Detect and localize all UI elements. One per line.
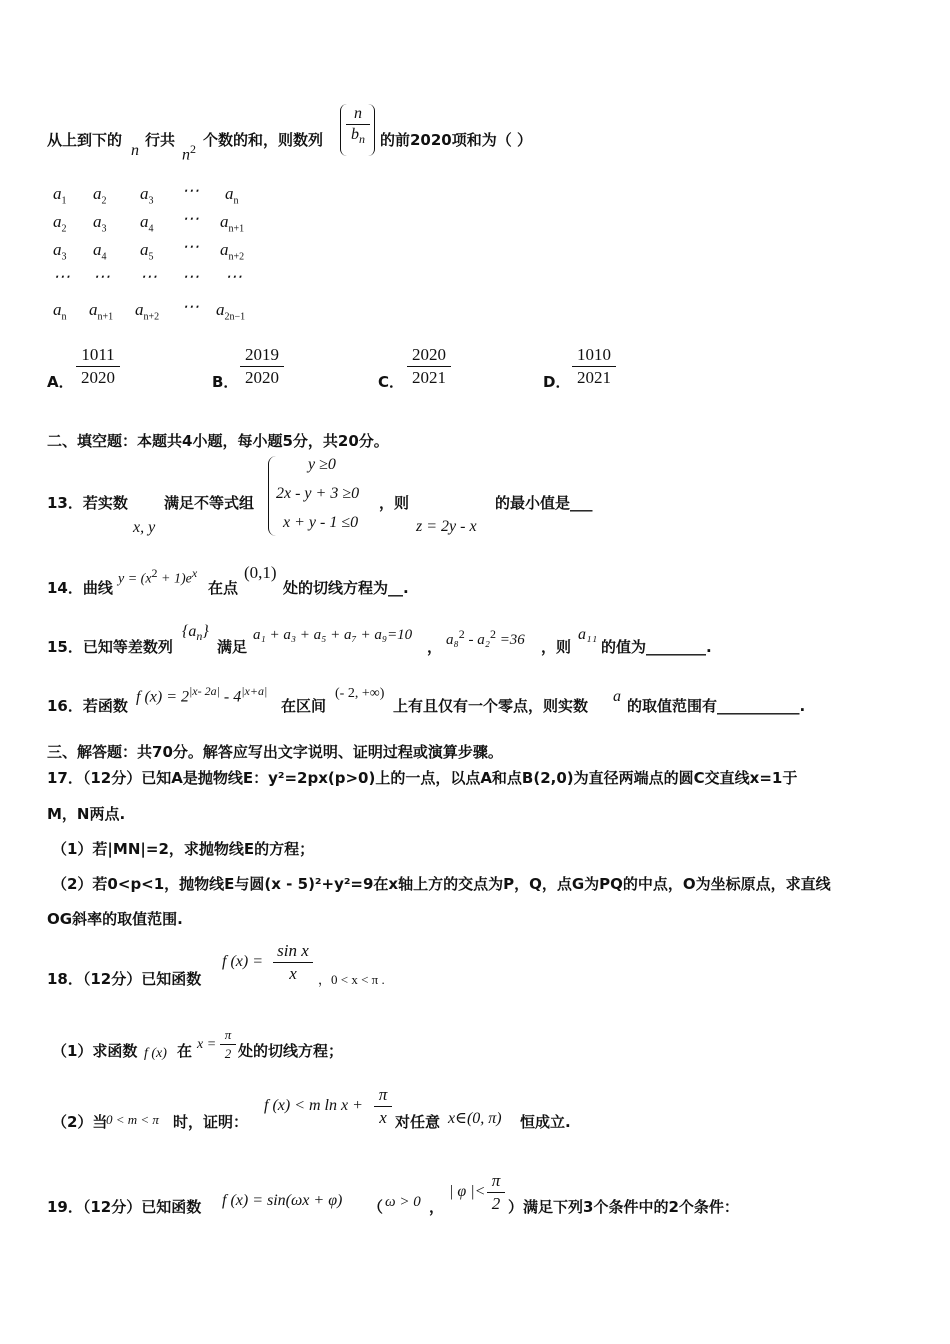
matrix-cell: ⋯	[53, 267, 70, 286]
q18-part-2-ineq: f (x) < m ln x +	[264, 1097, 363, 1114]
q16-number: 16．若函数	[47, 697, 128, 715]
matrix-cell: $a_2$	[93, 184, 107, 207]
q16-tail: 的取值范围有___________.	[627, 697, 806, 715]
matrix-cell: $a_{n+2}$	[220, 240, 245, 263]
matrix-cell: ⋯	[140, 267, 157, 286]
intro-text-1: 从上到下的	[47, 131, 123, 149]
matrix-cell: ⋯	[182, 267, 199, 286]
q17-part-1: （1）若|MN|=2，求抛物线E的方程；	[52, 840, 315, 858]
q13-number: 13．若实数	[47, 494, 128, 512]
matrix-cell: $a_n$	[53, 300, 67, 323]
matrix-cell: $a_4$	[93, 240, 107, 263]
q15-then: ，则	[541, 638, 572, 656]
option-b-fraction: $\frac{2019}{2020}$	[240, 345, 284, 388]
seq-fraction: $\frac{n}{b_n}$	[346, 105, 370, 147]
q14-mid: 在点	[208, 579, 239, 597]
matrix-cell: $a_3$	[93, 212, 107, 235]
intro-text-4: 的前2020项和为（ ）	[380, 131, 532, 149]
q15-sequence: $\{a_n\}$	[182, 623, 209, 644]
q19-mid: （	[368, 1198, 384, 1216]
matrix-cell: ⋯	[182, 237, 199, 256]
q15-a11: a₁₁	[578, 626, 598, 643]
q18-f-label: f (x) =	[222, 953, 263, 970]
q13-constraint-3: x + y - 1 ≤0	[283, 514, 359, 531]
q16-interval: (- 2, +∞)	[335, 686, 385, 701]
q15-sep: ，	[427, 638, 443, 656]
q13-then: ，则	[379, 494, 410, 512]
option-a-fraction: $\frac{1011}{2020}$	[76, 345, 120, 388]
q13-vars: x, y	[133, 519, 156, 536]
q18-part-2-d: 恒成立.	[520, 1113, 571, 1131]
q18-fraction: $\frac{\text{sin x}}{x}$	[273, 941, 313, 984]
q18-condition: ，0 < x < π .	[318, 972, 385, 987]
q16-var-a: a	[613, 688, 621, 705]
q14-number: 14．曲线	[47, 579, 113, 597]
q18-part-2-fraction: $\frac{\pi}{x}$	[374, 1085, 392, 1128]
matrix-cell: $a_5$	[140, 240, 154, 263]
intro-text-3: 个数的和，则数列	[203, 131, 324, 149]
q13-target: z = 2y - x	[416, 518, 477, 535]
q19-cond-1: ω > 0	[385, 1194, 421, 1210]
q18-part-2-b: 时，证明：	[173, 1113, 249, 1131]
matrix-cell: ⋯	[182, 297, 199, 316]
q13-tail: 的最小值是___	[495, 494, 593, 512]
option-a-label: A．	[47, 373, 74, 391]
option-b-label: B．	[212, 373, 239, 391]
q18-part-2-a: （2）当	[52, 1113, 108, 1131]
matrix-cell: ⋯	[225, 267, 242, 286]
q18-part-1-a: （1）求函数	[52, 1042, 138, 1060]
q19-fraction: $\frac{\pi}{2}$	[487, 1171, 505, 1214]
q19-cond-2: | φ |<	[449, 1183, 486, 1200]
q18-part-2-domain: x∈(0, π)	[448, 1110, 502, 1127]
q15-mid: 满足	[217, 638, 248, 656]
q18-part-1-b: 在	[177, 1042, 193, 1060]
q18-part-1-f: f (x)	[144, 1046, 167, 1061]
q17-line-1: 17．（12分）已知A是抛物线E：y²=2px(p>0)上的一点，以点A和点B(2,0)为直径两端点的圆C交直线x=1于	[47, 769, 798, 787]
q13-mid: 满足不等式组	[164, 494, 255, 512]
q13-constraint-2: 2x - y + 3 ≥0	[276, 485, 360, 502]
matrix-cell: ⋯	[93, 267, 110, 286]
matrix-cell: $a_{n+1}$	[220, 212, 245, 235]
q15-tail: 的值为________.	[601, 638, 712, 656]
q19-tail: ）满足下列3个条件中的2个条件：	[508, 1198, 739, 1216]
q17-line-2: M，N两点.	[47, 805, 126, 823]
matrix-cell: $a_n$	[225, 184, 239, 207]
intro-text-2: 行共	[145, 131, 176, 149]
seq-right-brace	[368, 104, 375, 156]
matrix-cell: $a_{n+2}$	[135, 300, 160, 323]
q14-function: $y = (x^2 + 1)e^x$	[118, 566, 198, 587]
var-n-squared: $n^2$	[182, 142, 196, 164]
section-2-heading: 二、填空题：本题共4小题，每小题5分，共20分。	[47, 432, 389, 450]
option-c-label: C．	[378, 373, 405, 391]
q17-part-2b: OG斜率的取值范围.	[47, 910, 183, 928]
q18-part-1-c: 处的切线方程；	[238, 1042, 344, 1060]
matrix-cell: $a_{n+1}$	[89, 300, 114, 323]
matrix-cell: ⋯	[182, 209, 199, 228]
matrix-cell: $a_3$	[53, 240, 67, 263]
matrix-cell: $a_{2n-1}$	[216, 300, 246, 323]
option-d-fraction: $\frac{1010}{2021}$	[572, 345, 616, 388]
matrix-cell: ⋯	[182, 181, 199, 200]
q13-constraint-1: y ≥0	[308, 456, 336, 473]
q19-number: 19．（12分）已知函数	[47, 1198, 202, 1216]
q16-function: f $(x) = 2^{|x- 2a|} - 4^{|x+a|}$	[136, 684, 268, 706]
q15-condition-2: a₈$^2$ - a₂$^2$ =36	[446, 627, 525, 648]
q15-number: 15．已知等差数列	[47, 638, 173, 656]
q19-sep: ，	[429, 1198, 445, 1216]
q18-part-1-fraction: $\frac{\pi}{2}$	[220, 1027, 236, 1062]
q14-point: (0,1)	[244, 563, 277, 582]
matrix-cell: $a_4$	[140, 212, 154, 235]
matrix-cell: $a_3$	[140, 184, 154, 207]
q14-tail: 处的切线方程为__.	[283, 579, 409, 597]
q16-mid: 在区间	[281, 697, 327, 715]
q18-part-2-cond: 0 < m < π	[106, 1112, 159, 1127]
q15-condition-1: a₁ + a₃ + a₅ + a₇ + a₉=10	[253, 627, 413, 643]
matrix-cell: $a_2$	[53, 212, 67, 235]
option-d-label: D．	[543, 373, 571, 391]
q18-part-2-c: 对任意	[395, 1113, 441, 1131]
q16-rest: 上有且仅有一个零点，则实数	[393, 697, 589, 715]
var-n: n	[131, 142, 139, 159]
matrix-cell: $a_1$	[53, 184, 67, 207]
option-c-fraction: $\frac{2020}{2021}$	[407, 345, 451, 388]
section-3-heading: 三、解答题：共70分。解答应写出文字说明、证明过程或演算步骤。	[47, 743, 503, 761]
q18-number: 18．（12分）已知函数	[47, 970, 202, 988]
q18-part-1-x: x =	[197, 1037, 217, 1052]
q19-function: f (x) = sin(ωx + φ)	[222, 1192, 343, 1209]
q17-part-2a: （2）若0<p<1，抛物线E与圆(x - 5)²+y²=9在x轴上方的交点为P，Q，点G为PQ的中点，O为坐标原点，求直线	[52, 875, 831, 893]
